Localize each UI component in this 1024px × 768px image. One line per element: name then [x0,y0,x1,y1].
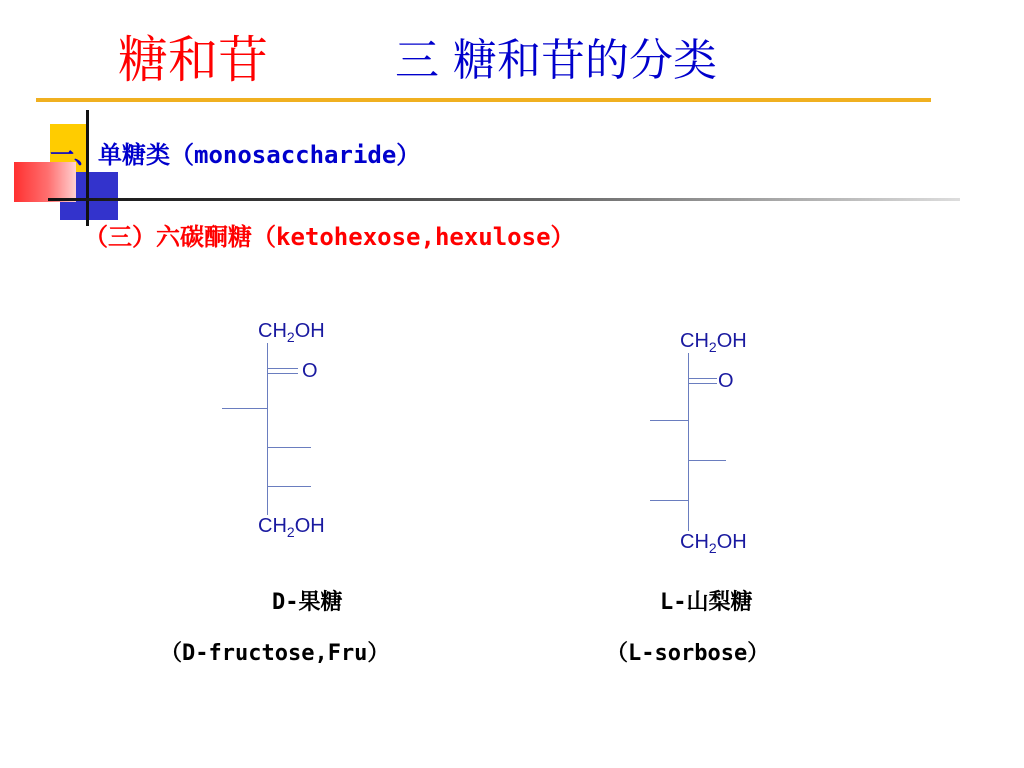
caption-l-sorbose-cn: L-山梨糖 [660,590,753,615]
slide-subtitle: 三 糖和苷的分类 [395,35,717,86]
substituent-left [650,500,688,501]
substituent-right [268,447,311,448]
carbonyl-double-bond [268,368,298,374]
decor-horizontal-line [48,198,960,201]
carbonyl-oxygen-label: O [302,360,318,382]
substituent-left [650,420,688,421]
top-ch2oh-label: $CH_2OH$ [258,320,325,345]
subsection-heading: （三）六碳酮糖（ketohexose,hexulose） [84,223,575,251]
substituent-left [222,408,267,409]
header-divider [36,98,931,102]
caption-d-fructose-cn: D-果糖 [272,590,343,615]
carbonyl-double-bond [689,378,717,384]
slide-title: 糖和苷 [118,31,268,89]
bottom-ch2oh-label: $CH_2OH$ [680,531,747,556]
top-ch2oh-label: $CH_2OH$ [680,330,747,355]
substituent-right [689,460,726,461]
carbonyl-oxygen-label: O [718,370,734,392]
substituent-right [268,486,311,487]
caption-l-sorbose-en: （L-sorbose） [606,641,770,666]
caption-d-fructose-en: （D-fructose,Fru） [160,641,390,666]
section-heading: 一、单糖类（monosaccharide） [50,141,421,169]
bottom-ch2oh-label: $CH_2OH$ [258,515,325,540]
